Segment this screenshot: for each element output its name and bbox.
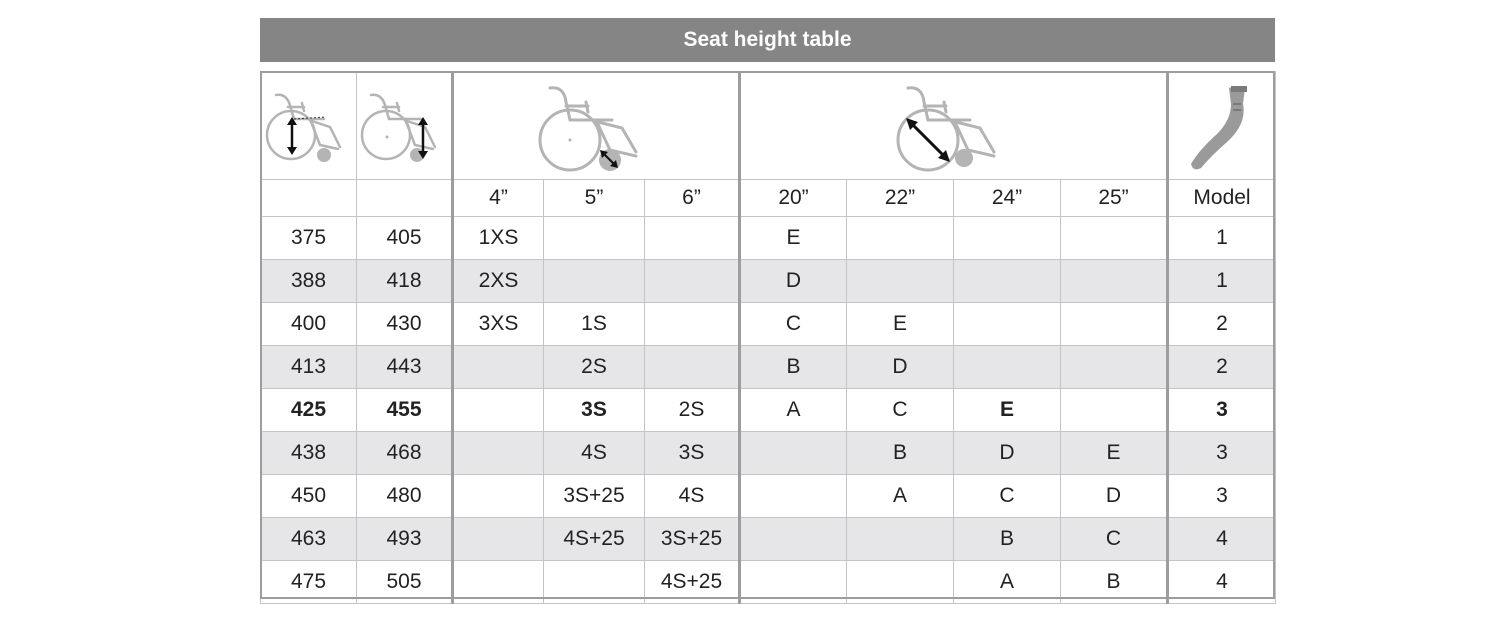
- table-row: [261, 389, 1276, 432]
- unit-cell: 24”: [954, 180, 1061, 217]
- table-cell: 2S: [544, 346, 645, 389]
- unit-cell: 20”: [740, 180, 847, 217]
- table-cell: 2S: [645, 389, 740, 432]
- table-cell: 375: [261, 217, 357, 260]
- rear-wheel-size-icon: [894, 76, 1014, 176]
- table-cell: [740, 561, 847, 604]
- table-cell: E: [954, 389, 1061, 432]
- table-cell: 1: [1168, 260, 1276, 303]
- table-cell: [954, 217, 1061, 260]
- rear-seat-height-cell: [357, 72, 453, 180]
- table-cell: 2: [1168, 346, 1276, 389]
- table-cell: E: [1061, 432, 1168, 475]
- table-cell: 1S: [544, 303, 645, 346]
- table-cell: [544, 217, 645, 260]
- table-cell: 3S: [645, 432, 740, 475]
- table-cell: C: [954, 475, 1061, 518]
- table-cell: 450: [261, 475, 357, 518]
- table-row: [261, 303, 1276, 346]
- table-cell: B: [954, 518, 1061, 561]
- table-cell: [453, 346, 544, 389]
- table-cell: 443: [357, 346, 453, 389]
- table-cell: 468: [357, 432, 453, 475]
- table-cell: A: [847, 475, 954, 518]
- castor-size-cell: [453, 72, 740, 180]
- table-body: [261, 217, 1276, 604]
- table-cell: 3: [1168, 475, 1276, 518]
- unit-cell: 25”: [1061, 180, 1168, 217]
- unit-cell: Model: [1168, 180, 1276, 217]
- front-seat-height-cell: [261, 72, 357, 180]
- table-cell: [847, 217, 954, 260]
- table-cell: 3XS: [453, 303, 544, 346]
- table-cell: 438: [261, 432, 357, 475]
- table-cell: [1061, 389, 1168, 432]
- table-cell: 475: [261, 561, 357, 604]
- table-title: Seat height table: [260, 18, 1275, 62]
- model-icon-cell: [1168, 72, 1276, 180]
- table-cell: 413: [261, 346, 357, 389]
- table-cell: 405: [357, 217, 453, 260]
- table-cell: 4S+25: [645, 561, 740, 604]
- table-cell: [645, 303, 740, 346]
- table-row: [261, 561, 1276, 604]
- unit-cell: 6”: [645, 180, 740, 217]
- unit-cell: 4”: [453, 180, 544, 217]
- table-cell: [1061, 346, 1168, 389]
- unit-cell: [357, 180, 453, 217]
- table-cell: A: [954, 561, 1061, 604]
- castor-wheel-size-icon: [536, 76, 656, 176]
- table-cell: [740, 475, 847, 518]
- table-row: [261, 260, 1276, 303]
- table-cell: [453, 561, 544, 604]
- table-cell: [453, 475, 544, 518]
- table-cell: D: [1061, 475, 1168, 518]
- table-cell: B: [1061, 561, 1168, 604]
- table-cell: 3: [1168, 389, 1276, 432]
- table-cell: [645, 260, 740, 303]
- table-cell: 4: [1168, 518, 1276, 561]
- table-cell: C: [847, 389, 954, 432]
- table-cell: [954, 346, 1061, 389]
- table-cell: 388: [261, 260, 357, 303]
- icon-row: [261, 72, 1276, 180]
- table-cell: 430: [357, 303, 453, 346]
- table-row: [261, 346, 1276, 389]
- rear-wheel-size-cell: [740, 72, 1168, 180]
- table-cell: 3S+25: [645, 518, 740, 561]
- table-cell: 1XS: [453, 217, 544, 260]
- table-cell: A: [740, 389, 847, 432]
- unit-cell: 5”: [544, 180, 645, 217]
- table-cell: E: [740, 217, 847, 260]
- table-cell: [544, 260, 645, 303]
- push-handle-model-icon: [1187, 76, 1257, 176]
- unit-cell: [261, 180, 357, 217]
- table-cell: 2: [1168, 303, 1276, 346]
- wheelchair-seat-height-rear-icon: [359, 81, 449, 171]
- table-cell: 4S: [645, 475, 740, 518]
- table-cell: B: [740, 346, 847, 389]
- table-cell: [740, 518, 847, 561]
- table-cell: 400: [261, 303, 357, 346]
- table-row: [261, 432, 1276, 475]
- table-cell: E: [847, 303, 954, 346]
- seat-height-table: [260, 71, 1276, 604]
- table-cell: [740, 432, 847, 475]
- table-cell: [954, 303, 1061, 346]
- wheelchair-seat-height-front-icon: [264, 81, 354, 171]
- table-cell: [847, 518, 954, 561]
- table-cell: [453, 518, 544, 561]
- unit-cell: 22”: [847, 180, 954, 217]
- units-row: [261, 180, 1276, 217]
- table-row: [261, 217, 1276, 260]
- table-cell: 493: [357, 518, 453, 561]
- table-cell: 3S: [544, 389, 645, 432]
- table-cell: 463: [261, 518, 357, 561]
- table-cell: 3S+25: [544, 475, 645, 518]
- table-cell: D: [847, 346, 954, 389]
- table-cell: [847, 260, 954, 303]
- table-cell: [954, 260, 1061, 303]
- table-cell: [645, 346, 740, 389]
- table-cell: D: [954, 432, 1061, 475]
- table-cell: 4: [1168, 561, 1276, 604]
- table-cell: [1061, 260, 1168, 303]
- table-cell: [1061, 217, 1168, 260]
- table-row: [261, 475, 1276, 518]
- table-cell: 480: [357, 475, 453, 518]
- table-cell: [453, 432, 544, 475]
- table-cell: 1: [1168, 217, 1276, 260]
- table-cell: 455: [357, 389, 453, 432]
- table-cell: 418: [357, 260, 453, 303]
- table-cell: 2XS: [453, 260, 544, 303]
- table-cell: C: [740, 303, 847, 346]
- table-cell: 425: [261, 389, 357, 432]
- table-cell: [544, 561, 645, 604]
- table-cell: 505: [357, 561, 453, 604]
- table-cell: D: [740, 260, 847, 303]
- table-cell: [645, 217, 740, 260]
- table-cell: [1061, 303, 1168, 346]
- table-cell: C: [1061, 518, 1168, 561]
- table-row: [261, 518, 1276, 561]
- table-cell: 4S+25: [544, 518, 645, 561]
- table-cell: [453, 389, 544, 432]
- table-cell: [847, 561, 954, 604]
- table-cell: 3: [1168, 432, 1276, 475]
- table-cell: 4S: [544, 432, 645, 475]
- table-cell: B: [847, 432, 954, 475]
